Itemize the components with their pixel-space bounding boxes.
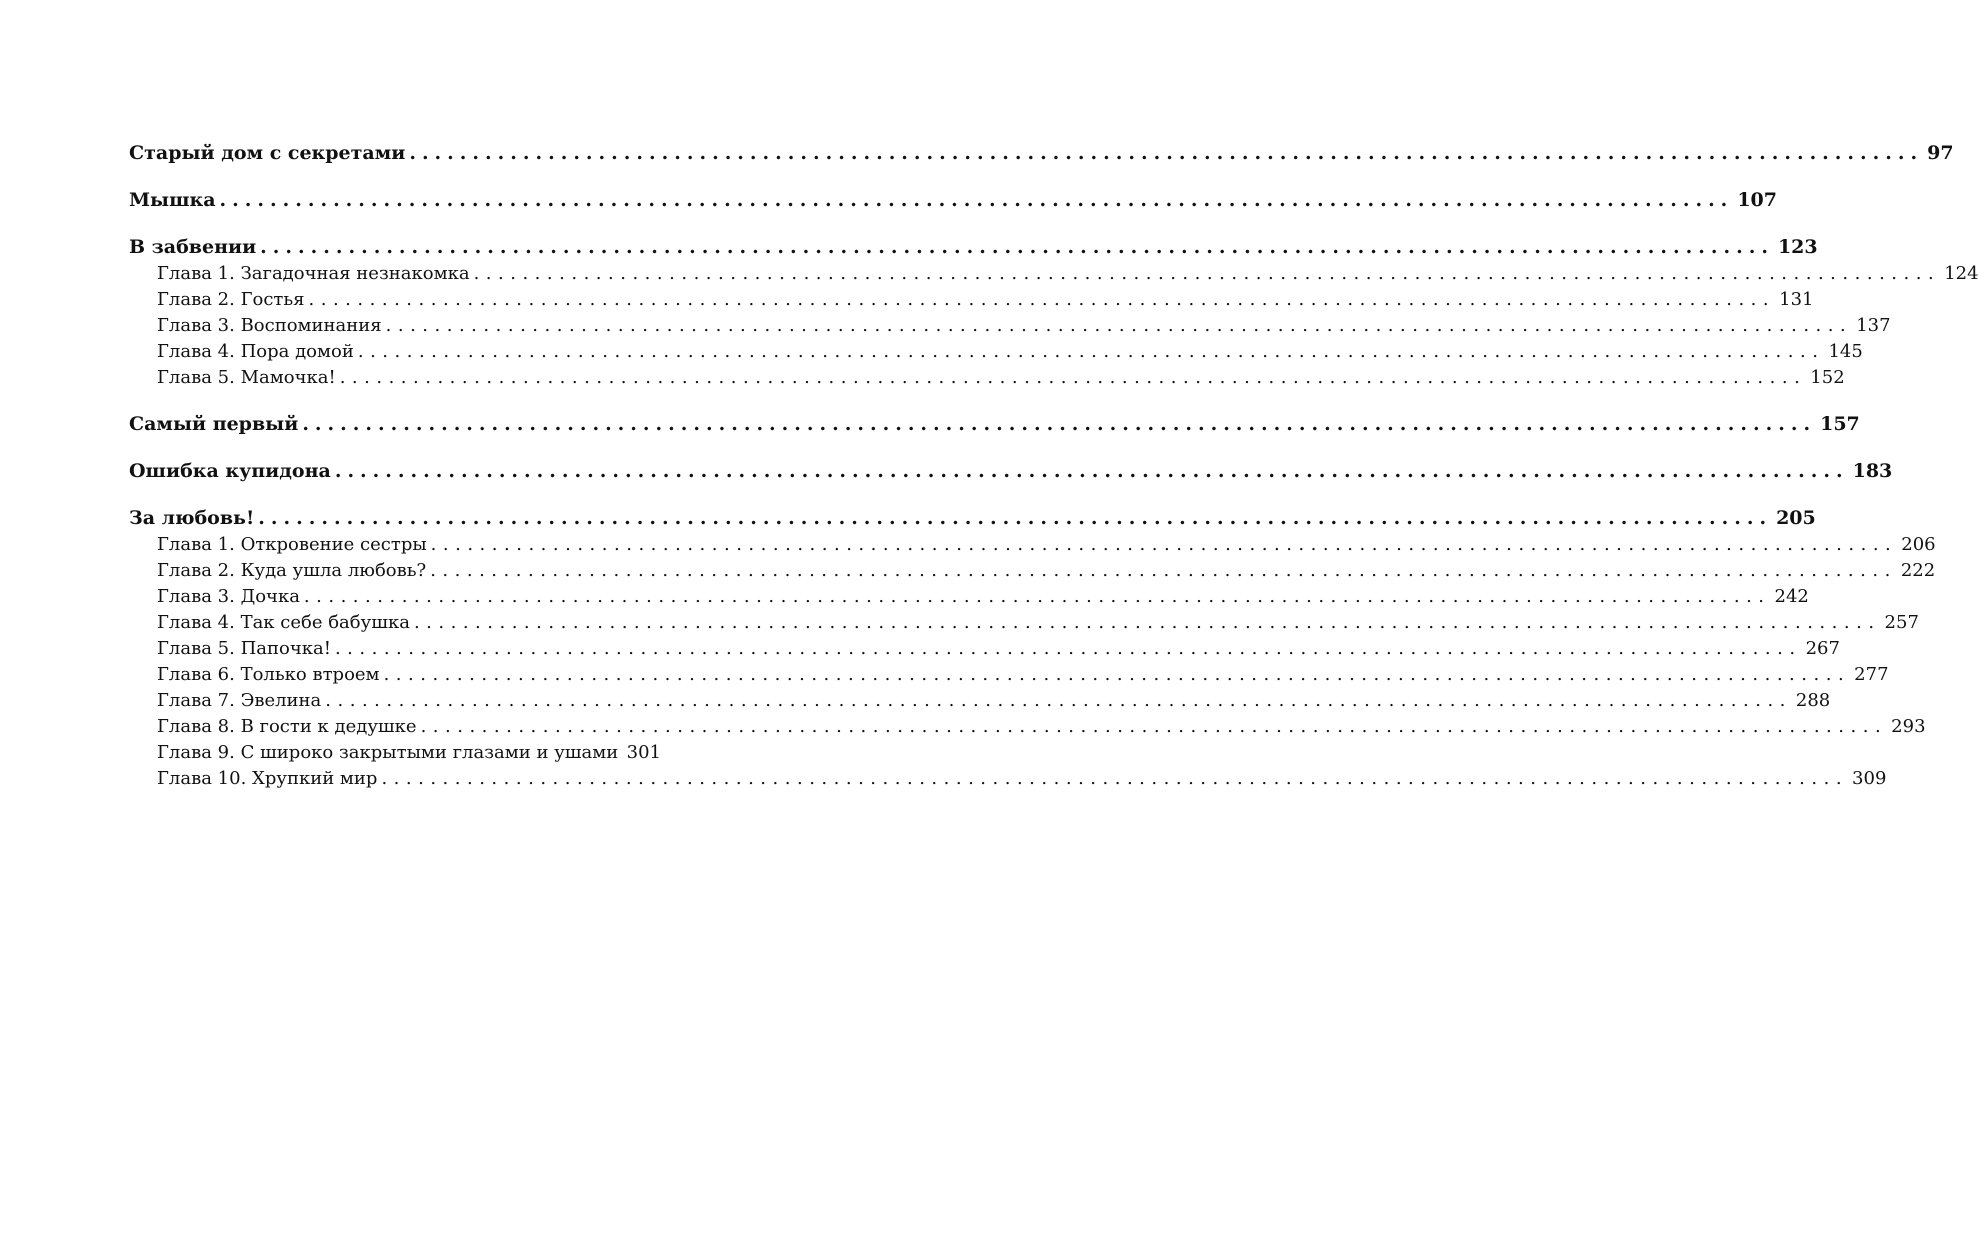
chapter-title: Глава 7. Эвелина <box>157 690 322 711</box>
chapter-title: Глава 4. Пора домой <box>157 341 354 362</box>
chapter-title: Глава 3. Дочка <box>157 586 300 607</box>
toc-section <box>129 411 1860 438</box>
entry-title: Старый дом с секретами <box>129 142 406 164</box>
entry-title: В забвении <box>129 236 257 258</box>
chapter-title: Глава 4. Так себе бабушка <box>157 612 410 633</box>
dot-leader: ........................................................................................................................ <box>302 413 1817 435</box>
chapter-page-number: 222 <box>1900 560 1936 581</box>
toc-entry-chapter[interactable] <box>129 339 1863 365</box>
dot-leader: ........................................................................................................................ <box>334 460 1849 482</box>
dot-leader: ........................................................................................................................ <box>430 560 1897 581</box>
chapter-page-number: 293 <box>1891 716 1926 737</box>
chapter-page-number: 124 <box>1944 263 1979 284</box>
entry-page-number: 157 <box>1820 413 1860 435</box>
toc-section <box>129 187 1777 214</box>
chapter-page-number: 309 <box>1852 768 1887 789</box>
toc-entry-chapter[interactable] <box>129 714 1926 740</box>
toc-entry-main[interactable] <box>129 140 1954 167</box>
toc-entry-chapter[interactable] <box>129 662 1889 688</box>
dot-leader: ........................................................................................................................ <box>473 263 1941 284</box>
toc-entry-chapter[interactable] <box>129 610 1919 636</box>
toc-entry-main[interactable] <box>129 505 1816 532</box>
entry-title: Самый первый <box>129 413 299 435</box>
toc-entry-chapter[interactable] <box>129 636 1840 662</box>
dot-leader: ........................................................................................................................ <box>383 664 1851 685</box>
dot-leader: ........................................................................................................................ <box>308 289 1776 310</box>
dot-leader: ........................................................................................................................ <box>420 716 1888 737</box>
toc-entry-chapter[interactable] <box>129 532 1936 558</box>
toc-entry-main[interactable] <box>129 234 1818 261</box>
chapter-page-number: 288 <box>1795 690 1831 711</box>
dot-leader: ........................................................................................................................ <box>413 612 1881 633</box>
dot-leader: ........................................................................................................................ <box>385 315 1853 336</box>
toc-section <box>129 458 1893 485</box>
chapter-page-number: 277 <box>1854 664 1889 685</box>
chapter-title: Глава 5. Папочка! <box>157 638 331 659</box>
entry-page-number: 97 <box>1927 142 1954 164</box>
chapter-title: Глава 1. Загадочная незнакомка <box>157 263 470 284</box>
table-of-contents <box>129 140 1979 812</box>
toc-entry-chapter[interactable] <box>129 313 1891 339</box>
dot-leader: ........................................................................................................................ <box>334 638 1802 659</box>
chapter-title: Глава 2. Куда ушла любовь? <box>157 560 427 581</box>
dot-leader: ........................................................................................................................ <box>381 768 1849 789</box>
chapter-page-number: 152 <box>1810 367 1845 388</box>
dot-leader: ........................................................................................................................ <box>357 341 1825 362</box>
entry-page-number: 123 <box>1777 236 1818 258</box>
chapter-page-number: 301 <box>626 742 661 763</box>
entry-page-number: 205 <box>1776 507 1816 529</box>
entry-page-number: 107 <box>1737 189 1777 211</box>
chapter-page-number: 206 <box>1901 534 1936 555</box>
entry-title: За любовь! <box>129 507 255 529</box>
entry-page-number: 183 <box>1852 460 1893 482</box>
chapter-title: Глава 9. С широко закрытыми глазами и ушами <box>157 742 619 763</box>
chapter-title: Глава 8. В гости к дедушке <box>157 716 417 737</box>
chapter-title: Глава 1. Откровение сестры <box>157 534 427 555</box>
toc-entry-chapter[interactable] <box>129 261 1979 287</box>
dot-leader: ........................................................................................................................ <box>339 367 1807 388</box>
toc-entry-main[interactable] <box>129 187 1777 214</box>
dot-leader: ........................................................................................................................ <box>430 534 1898 555</box>
dot-leader: ........................................................................................................................ <box>258 507 1773 529</box>
chapter-title: Глава 6. Только втроем <box>157 664 380 685</box>
dot-leader: ........................................................................................................................ <box>409 142 1924 164</box>
chapter-page-number: 267 <box>1805 638 1840 659</box>
toc-entry-chapter[interactable] <box>129 584 1809 610</box>
chapter-page-number: 257 <box>1884 612 1919 633</box>
chapter-title: Глава 10. Хрупкий мир <box>157 768 378 789</box>
chapter-page-number: 131 <box>1779 289 1814 310</box>
entry-title: Мышка <box>129 189 216 211</box>
toc-section <box>129 140 1954 167</box>
toc-entry-chapter[interactable] <box>129 740 661 766</box>
chapter-title: Глава 3. Воспоминания <box>157 315 382 336</box>
dot-leader: ........................................................................................................................ <box>260 236 1774 258</box>
dot-leader: ........................................................................................................................ <box>325 690 1792 711</box>
toc-section <box>129 505 1936 792</box>
entry-title: Ошибка купидона <box>129 460 331 482</box>
chapter-page-number: 242 <box>1774 586 1809 607</box>
toc-entry-chapter[interactable] <box>129 766 1887 792</box>
chapter-title: Глава 5. Мамочка! <box>157 367 336 388</box>
chapter-title: Глава 2. Гостья <box>157 289 305 310</box>
toc-entry-chapter[interactable] <box>129 365 1845 391</box>
chapter-page-number: 137 <box>1856 315 1891 336</box>
toc-entry-main[interactable] <box>129 458 1893 485</box>
toc-entry-main[interactable] <box>129 411 1860 438</box>
toc-entry-chapter[interactable] <box>129 558 1936 584</box>
dot-leader: ........................................................................................................................ <box>303 586 1771 607</box>
chapter-page-number: 145 <box>1828 341 1863 362</box>
toc-entry-chapter[interactable] <box>129 688 1831 714</box>
toc-entry-chapter[interactable] <box>129 287 1814 313</box>
dot-leader: ........................................................................................................................ <box>219 189 1734 211</box>
toc-section <box>129 234 1979 391</box>
